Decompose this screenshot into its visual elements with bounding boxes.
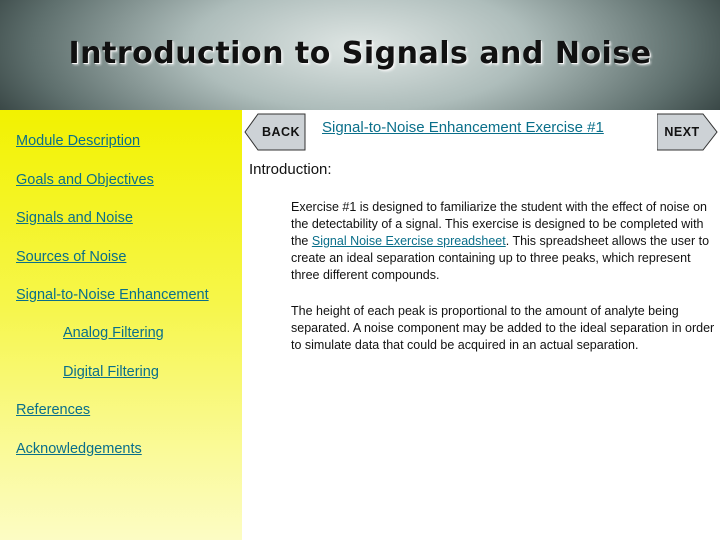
intro-heading: Introduction: (249, 161, 332, 178)
exercise-title: Signal-to-Noise Enhancement Exercise #1 (322, 119, 604, 136)
intro-paragraph-1 (291, 199, 716, 284)
page-title: Introduction to Signals and Noise (68, 36, 652, 71)
sidebar-item-digital-filtering[interactable]: Digital Filtering (63, 364, 159, 380)
para1-text-before: Exercise #1 is designed to familiarize the student with the effect of noise on the detectability of a signal. This exercise is designed to be completed with the (291, 200, 707, 248)
sidebar-item-goals-and-objectives[interactable]: Goals and Objectives (16, 172, 154, 188)
back-button[interactable] (244, 113, 306, 151)
para1-text-after: . This spreadsheet allows the user to create an ideal separation containing up to three peaks, which represent three different compounds. (291, 234, 710, 282)
sidebar-nav (0, 110, 242, 540)
sidebar-item-module-description[interactable]: Module Description (16, 133, 141, 149)
sidebar-item-acknowledgements[interactable]: Acknowledgements (16, 441, 142, 457)
next-button[interactable] (657, 113, 718, 151)
intro-paragraph-2: The height of each peak is proportional to the amount of analyte being separated. A noise component may be added to the ideal separation in order to simulate data that could be acquired in an actual separation. (291, 304, 715, 352)
next-button-label: NEXT (664, 125, 700, 139)
sidebar-item-signals-and-noise[interactable]: Signals and Noise (16, 210, 133, 226)
signal-noise-spreadsheet-link[interactable]: Signal Noise Exercise spreadsheet (311, 234, 506, 248)
sidebar-item-analog-filtering[interactable]: Analog Filtering (63, 325, 164, 341)
sidebar-item-references[interactable]: References (16, 402, 91, 418)
back-button-label: BACK (261, 125, 301, 139)
header-banner (0, 0, 720, 110)
sidebar-item-sources-of-noise[interactable]: Sources of Noise (16, 249, 127, 265)
sidebar-item-signal-to-noise-enhancement[interactable]: Signal-to-Noise Enhancement (16, 287, 209, 303)
